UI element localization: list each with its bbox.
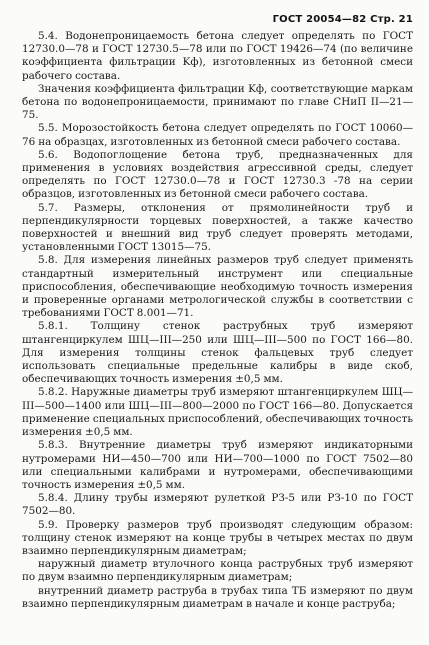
paragraph-5-7: 5.7. Размеры, отклонения от прямолинейности труб и перпендикулярности торцевых поверхностей, а также качество поверхностей и внешний вид труб следует проверять методами, установленными ГОСТ 13015—75.	[22, 201, 413, 254]
paragraph-outer-diameter: наружный диаметр втулочного конца раструбных труб измеряют по двум взаимно перпендикулярным диаметрам;	[22, 558, 413, 584]
paragraph-5-8-2: 5.8.2. Наружные диаметры труб измеряют штангенциркулем ШЦ—III—500—1400 или ШЦ—III—800—2000 по ГОСТ 166—80. Допускается применение специальных приспособлений, обеспечивающих точность измерения ±0,5 мм.	[22, 386, 413, 439]
paragraph-5-8-4: 5.8.4. Длину трубы измеряют рулеткой РЗ-5 или РЗ-10 по ГОСТ 7502—80.	[22, 492, 413, 518]
paragraph-5-9: 5.9. Проверку размеров труб производят следующим образом: толщину стенок измеряют на конце трубы в четырех местах по двум взаимно перпендикулярным диаметрам;	[22, 518, 413, 557]
paragraph-5-8: 5.8. Для измерения линейных размеров труб следует применять стандартный измерительный инструмент или специальные приспособления, обеспечивающие необходимую точность измерения и проверенные органами метрологической службы в соответствии с требованиями ГОСТ 8.001—71.	[22, 254, 413, 320]
paragraph-5-8-1: 5.8.1. Толщину стенок раструбных труб измеряют штангенциркулем ШЦ—III—250 или ШЦ—III—500 по ГОСТ 166—80. Для измерения толщины стенок фальцевых труб следует использовать специальные предельные калибры в виде скоб, обеспечивающих точность измерения ±0,5 мм.	[22, 320, 413, 386]
paragraph-5-4: 5.4. Водонепроницаемость бетона следует определять по ГОСТ 12730.0—78 и ГОСТ 12730.5—78 или по ГОСТ 19426—74 (по величине коэффициента фильтрации Kф), изготовленных из бетонной смеси рабочего состава.	[22, 30, 413, 82]
paragraph-filtration-values: Значения коэффициента фильтрации Kф, соответствующие маркам бетона по водонепроницаемости, принимают по главе СНиП II—21—75.	[22, 82, 413, 122]
paragraph-5-6: 5.6. Водопоглощение бетона труб, предназначенных для применения в условиях воздействия агрессивной среды, следует определять по ГОСТ 12730.0—78 и ГОСТ 12730.3 -78 на серии образцов, изготовленных из бетонной смеси рабочего состава.	[22, 148, 413, 201]
page-header: ГОСТ 20054—82 Стр. 21	[272, 14, 413, 25]
paragraph-5-5: 5.5. Морозостойкость бетона следует определять по ГОСТ 10060—76 на образцах, изготовленных из бетонной смеси рабочего состава.	[22, 122, 413, 148]
paragraph-inner-diameter: внутренний диаметр раструба в трубах типа ТБ измеряют по двум взаимно перпендикулярным диаметрам в начале и конце раструба;	[22, 584, 413, 610]
paragraph-5-8-3: 5.8.3. Внутренние диаметры труб измеряют индикаторными нутромерами НИ—450—700 или НИ—700—1000 по ГОСТ 7502—80 или специальными калибрами и нутромерами, обеспечивающими точность измерения ±0,5 мм.	[22, 439, 413, 491]
document-body	[22, 30, 413, 611]
